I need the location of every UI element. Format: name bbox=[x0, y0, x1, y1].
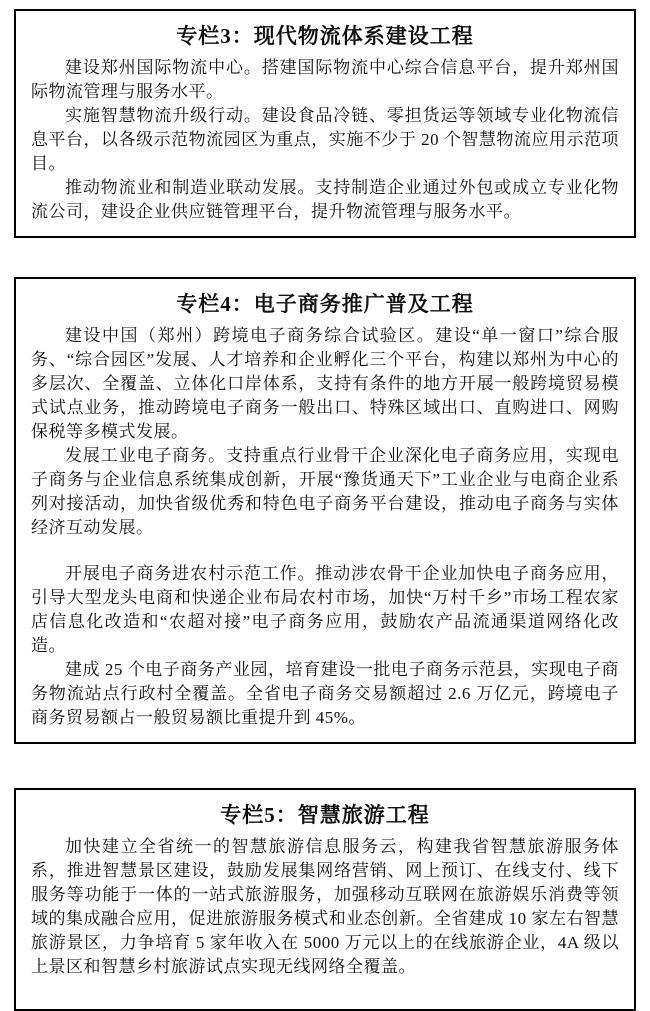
panel-paragraph: 建设中国（郑州）跨境电子商务综合试验区。建设“单一窗口”综合服务、“综合园区”发展、人才培养和企业孵化三个平台，构建以郑州为中心的多层次、全覆盖、立体化口岸体系，支持有条件的地方开展一般跨境贸易模式试点业务，推动跨境电子商务一般出口、特殊区域出口、直购进口、网购保税等多模式发展。 bbox=[31, 326, 619, 441]
panel-paragraph: 建设郑州国际物流中心。搭建国际物流中心综合信息平台，提升郑州国际物流管理与服务水平。 bbox=[31, 58, 619, 101]
panel-paragraph: 开展电子商务进农村示范工作。推动涉农骨干企业加快电子商务应用，引导大型龙头电商和快递企业布局农村市场，加快“万村千乡”市场工程农家店信息化改造和“农超对接”电子商务应用，鼓励农产品流通渠道网络化改造。 bbox=[31, 564, 619, 655]
panel-title: 专栏3：现代物流体系建设工程 bbox=[176, 24, 474, 48]
panel-title: 专栏5：智慧旅游工程 bbox=[220, 803, 430, 827]
panel-column-3-modern-logistics bbox=[14, 9, 636, 238]
panel-column-5-smart-tourism bbox=[14, 788, 636, 1011]
panel-paragraph: 加快建立全省统一的智慧旅游信息服务云，构建我省智慧旅游服务体系，推进智慧景区建设，鼓励发展集网络营销、网上预订、在线支付、线下服务等功能于一体的一站式旅游服务，加强移动互联网在旅游娱乐消费等领域的集成融合应用，促进旅游服务模式和业态创新。全省建成 10 家左右智慧旅游景区，力争培育 5 家年收入在 5000 万元以上的在线旅游企业，4A 级以上景区和智慧乡村旅游试点实现无线网络全覆盖。 bbox=[31, 837, 619, 976]
panel-column-4-ecommerce-promotion bbox=[14, 277, 636, 744]
panel-paragraph: 推动物流业和制造业联动发展。支持制造企业通过外包或成立专业化物流公司，建设企业供应链管理平台，提升物流管理与服务水平。 bbox=[31, 178, 619, 221]
panel-paragraph: 建成 25 个电子商务产业园，培育建设一批电子商务示范县，实现电子商务物流站点行政村全覆盖。全省电子商务交易额超过 2.6 万亿元，跨境电子商务贸易额占一般贸易额比重提升到 45%。 bbox=[31, 660, 619, 727]
panel-paragraph: 实施智慧物流升级行动。建设食品冷链、零担货运等领域专业化物流信息平台，以各级示范物流园区为重点，实施不少于 20 个智慧物流应用示范项目。 bbox=[31, 106, 619, 173]
panel-paragraph: 发展工业电子商务。支持重点行业骨干企业深化电子商务应用，实现电子商务与企业信息系统集成创新，开展“豫货通天下”工业企业与电商企业系列对接活动，加快省级优秀和特色电子商务平台建设，推动电子商务与实体经济互动发展。 bbox=[31, 446, 619, 537]
panel-title: 专栏4：电子商务推广普及工程 bbox=[176, 292, 474, 316]
